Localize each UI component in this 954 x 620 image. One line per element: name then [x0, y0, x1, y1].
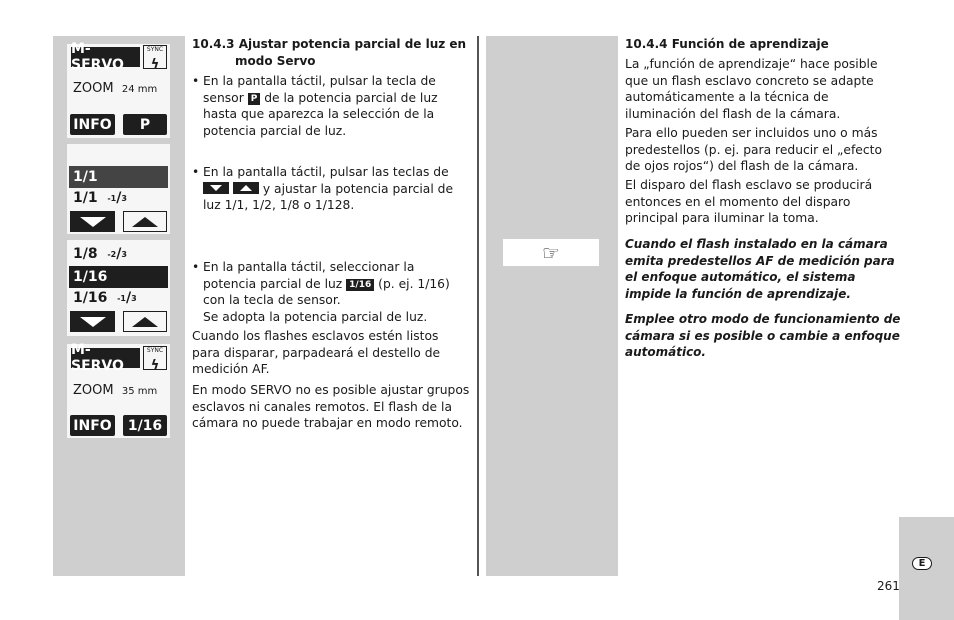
arrow-down-button[interactable]: [70, 211, 115, 232]
note-af-predestellos: Cuando el flash instalado en la cámara emita predestellos AF de medición para el enfoque automático, el sistema impide la función de aprendizaje.: [625, 237, 895, 301]
paragraph-learning-1: La „función de aprendizaje“ hace posible que un flash esclavo concreto se adapte automáticamente a la técnica de iluminación del flash de la cámara.: [625, 57, 878, 121]
arrow-down-button[interactable]: [70, 311, 115, 332]
paragraph-flash-ready: Cuando los flashes esclavos estén listos para disparar, parpadeará el destello de medición AF.: [192, 329, 441, 377]
note-change-mode: Emplee otro modo de funcionamiento de cámara si es posible o cambie a enfoque automático.: [625, 312, 901, 360]
partial-power-key[interactable]: 1/16: [123, 415, 167, 436]
paragraph-servo-note: En modo SERVO no es posible ajustar grupos esclavos ni canales remotos. El flash de la cámara no puede trabajar en modo remoto.: [192, 383, 470, 431]
zoom-readout: ZOOM 24 mm: [73, 81, 158, 96]
sync-label: SYNC: [146, 347, 164, 354]
note-marker: [503, 239, 599, 266]
power-row[interactable]: 1/16 -1 / 3: [73, 290, 137, 306]
info-button[interactable]: INFO: [70, 415, 115, 436]
p-key-inline: P: [248, 93, 261, 105]
power-row-selected[interactable]: 1/1: [69, 166, 168, 188]
arrow-up-button[interactable]: [123, 311, 167, 332]
arrow-down-key-inline: [203, 182, 229, 194]
bullet-1: • En la pantalla táctil, pulsar la tecla de sensor P de la potencia parcial de luz hasta que aparezca la selección de la potencia parcial de luz.: [192, 74, 438, 138]
language-badge: E: [912, 557, 932, 570]
bullet-3: • En la pantalla táctil, seleccionar la potencia parcial de luz 1/16 (p. ej. 1/16) con la tecla de sensor. Se adopta la potencia parcial de luz.: [192, 260, 450, 324]
column-divider: [477, 36, 479, 576]
paragraph-learning-2: Para ello pueden ser incluidos uno o más predestellos (p. ej. para reducir el „efecto de ojos rojos“) del flash de la cámara.: [625, 126, 882, 174]
flash-bolt-icon: ϟ: [150, 57, 160, 72]
mode-label: M-SERVO: [71, 47, 140, 67]
zoom-readout: ZOOM 35 mm: [73, 383, 158, 398]
power-row[interactable]: 1/8 -2 / 3: [73, 246, 127, 262]
section-heading-10-4-3: 10.4.3 Ajustar potencia parcial de luz en modo Servo: [192, 37, 467, 68]
info-button[interactable]: INFO: [70, 114, 115, 135]
arrow-up-key-inline: [233, 182, 259, 194]
triangle-down-icon: [80, 217, 106, 227]
note-column: [486, 36, 618, 576]
mode-label: M-SERVO: [71, 348, 140, 368]
page-number: 261: [877, 579, 900, 593]
triangle-up-icon: [132, 317, 158, 327]
partial-power-key[interactable]: P: [123, 114, 167, 135]
flash-bolt-icon: ϟ: [150, 358, 160, 373]
section-heading-10-4-4: 10.4.4 Función de aprendizaje: [625, 37, 829, 51]
arrow-up-button[interactable]: [123, 211, 167, 232]
pointing-hand-icon: ☞: [542, 240, 560, 265]
bullet-2: • En la pantalla táctil, pulsar las teclas de y ajustar la potencia parcial de luz 1/1, 1/2, 1/8 o 1/128.: [192, 165, 454, 213]
power-row[interactable]: 1/1 -1 / 3: [73, 190, 127, 206]
sync-button[interactable]: [143, 45, 167, 72]
sync-label: SYNC: [146, 46, 164, 53]
sync-button[interactable]: [143, 346, 167, 373]
power-key-inline: 1/16: [346, 279, 374, 291]
paragraph-learning-3: El disparo del flash esclavo se producirá entonces en el momento del disparo principal para iluminar la toma.: [625, 178, 873, 226]
power-row-selected[interactable]: 1/16: [69, 266, 168, 288]
triangle-up-icon: [132, 217, 158, 227]
triangle-down-icon: [80, 317, 106, 327]
